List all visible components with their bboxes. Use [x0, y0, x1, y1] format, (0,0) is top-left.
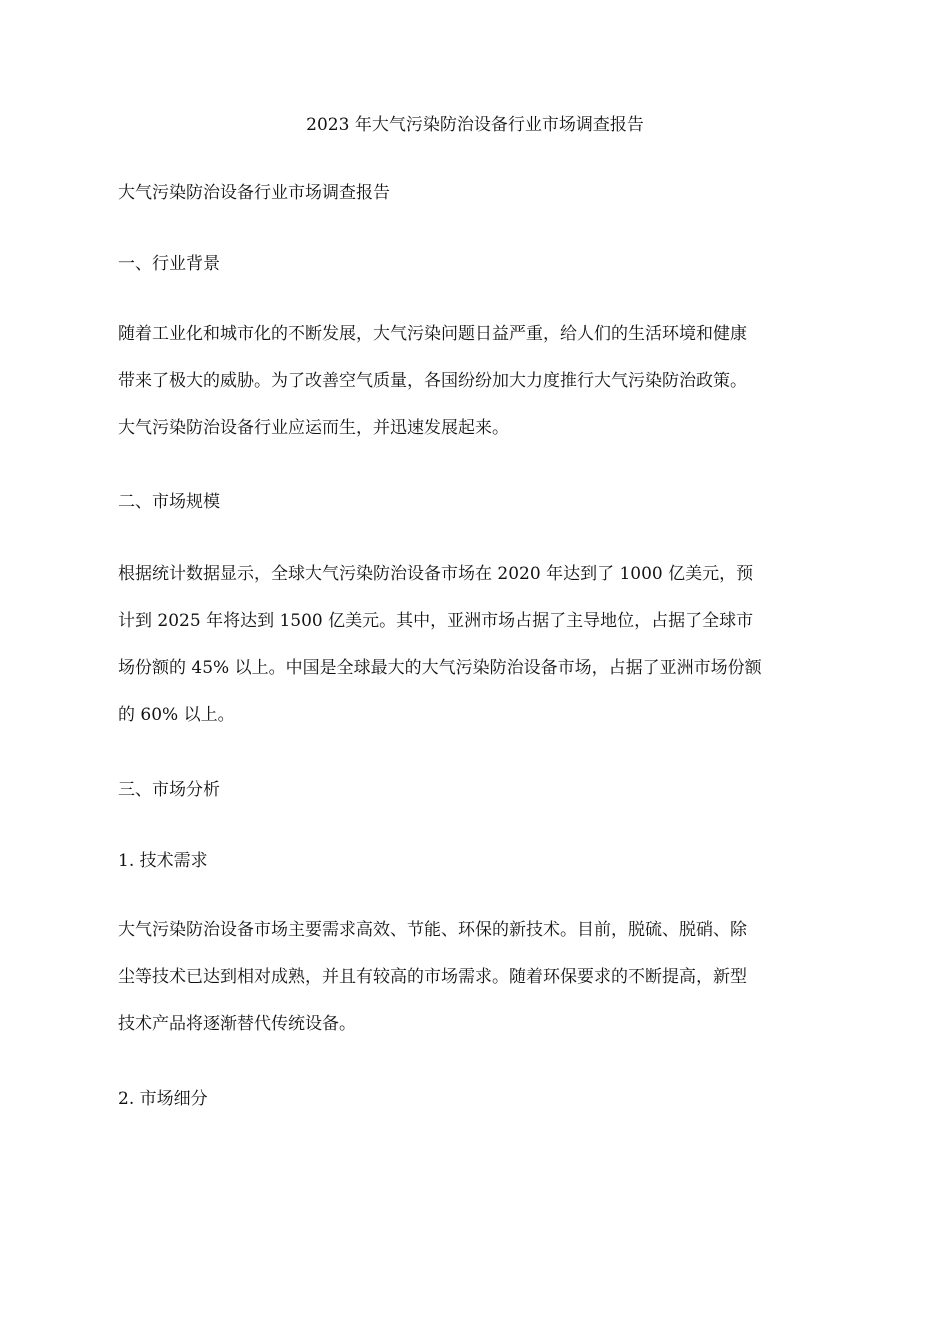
paragraph-line: 大气污染防治设备市场主要需求高效、节能、环保的新技术。目前，脱硫、脱硝、除	[118, 920, 747, 940]
paragraph-line: 大气污染防治设备行业应运而生，并迅速发展起来。	[118, 418, 509, 438]
report-subtitle: 大气污染防治设备行业市场调查报告	[118, 183, 390, 203]
paragraph-line: 的 60% 以上。	[118, 705, 235, 725]
subsection-heading-market-segment: 2. 市场细分	[118, 1089, 208, 1109]
section-heading-market-analysis: 三、市场分析	[118, 780, 220, 800]
paragraph-line: 尘等技术已达到相对成熟，并且有较高的市场需求。随着环保要求的不断提高，新型	[118, 967, 747, 987]
paragraph-background	[118, 322, 840, 463]
paragraph-line: 计到 2025 年将达到 1500 亿美元。其中，亚洲市场占据了主导地位，占据了全球市	[118, 611, 754, 631]
paragraph-market-size	[118, 562, 840, 750]
section-heading-market-size: 二、市场规模	[118, 492, 220, 512]
subsection-heading-tech-demand: 1. 技术需求	[118, 851, 208, 871]
section-heading-background: 一、行业背景	[118, 254, 220, 274]
paragraph-line: 随着工业化和城市化的不断发展，大气污染问题日益严重，给人们的生活环境和健康	[118, 324, 747, 344]
document-title: 2023 年大气污染防治设备行业市场调查报告	[306, 115, 644, 135]
paragraph-line: 根据统计数据显示，全球大气污染防治设备市场在 2020 年达到了 1000 亿美元，预	[118, 564, 754, 584]
paragraph-line: 带来了极大的威胁。为了改善空气质量，各国纷纷加大力度推行大气污染防治政策。	[118, 371, 747, 391]
paragraph-line: 场份额的 45% 以上。中国是全球最大的大气污染防治设备市场，占据了亚洲市场份额	[118, 658, 762, 678]
paragraph-tech-demand	[118, 918, 840, 1059]
paragraph-line: 技术产品将逐渐替代传统设备。	[118, 1014, 356, 1034]
